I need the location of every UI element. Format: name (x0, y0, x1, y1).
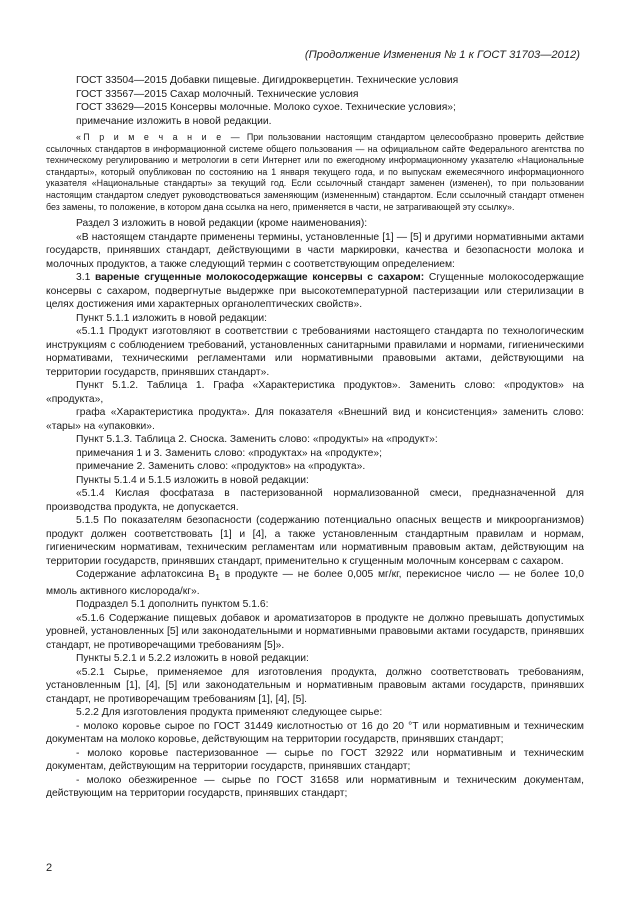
subscript: 1 (215, 572, 221, 583)
aflatoxin-paragraph (46, 568, 584, 598)
paragraph: примечания 1 и 3. Заменить слово: «продуктах» на «продукте»; (76, 447, 382, 459)
paragraph: Пункты 5.2.1 и 5.2.2 изложить в новой редакции: (76, 653, 309, 665)
paragraph: примечание 2. Заменить слово: «продуктов» на «продукта». (76, 461, 366, 473)
list-item: - молоко обезжиренное — сырье по ГОСТ 31658 или нормативным и техническим документам, действующим на территории государств, принявших стандарт; (46, 774, 584, 800)
reference-line: ГОСТ 33504—2015 Добавки пищевые. Дигидрокверцетин. Технические условия (76, 75, 459, 86)
paragraph: Пункт 5.1.3. Таблица 2. Сноска. Заменить слово: «продукты» на «продукт»: (76, 434, 438, 446)
paragraph: 5.1.5 По показателям безопасности (содержанию потенциально опасных веществ и микроорганизмов) продукт должен соответствовать [1] и [4], а также установленным стандартным правилам и нормам, гигиеническим нормативам, техническим регламентам или нормативным правовым актам, действующим на территории государств, принявших стандарт, применительно к сгущенным молочным консервам с сахаром. (46, 515, 584, 567)
paragraph: Раздел 3 изложить в новой редакции (кроме наименования): (76, 218, 368, 230)
note-text: При пользовании настоящим стандартом целесообразно проверить действие ссылочных стандартов в информационной системе общего пользования — на официальном сайте Федерального агентства по техническому регулированию и метрологии в сети Интернет или по ежегодному информационному указателю «Национальные стандарты», который опубликован по состоянию на 1 января текущего года, и по выпускам ежемесячного информационного указателя «Национальные стандарты» за текущий год. Если ссылочный стандарт заменен (изменен), то при пользовании настоящим стандартом следует руководствоваться заменяющим (измененным) стандартом. Если ссылочный стандарт отменен без замены, то положение, в котором дана ссылка на него, применяется в части, не затрагивающей эту ссылку». (46, 132, 584, 212)
list-item: - молоко коровье сырое по ГОСТ 31449 кислотностью от 16 до 20 °Т или нормативным и техническим документам на молоко коровье, действующим на территории государств, принявших стандарт; (46, 720, 584, 746)
note-label: «П р и м е ч а н и е — (76, 132, 242, 142)
reference-line: ГОСТ 33629—2015 Консервы молочные. Молоко сухое. Технические условия»; (76, 102, 456, 113)
term-number: 3.1 (76, 272, 95, 284)
list-item: - молоко коровье пастеризованное — сырье по ГОСТ 32922 или нормативным и техническим документам, действующим на территории государств, принявших стандарт; (46, 747, 584, 773)
reference-line: примечание изложить в новой редакции. (76, 115, 272, 127)
paragraph-text: в продукте — не более 0,005 мг/кг, перекисное число — не более 10,0 ммоль активного кислорода/кг». (46, 569, 584, 597)
paragraph: Пункты 5.1.4 и 5.1.5 изложить в новой редакции: (76, 474, 309, 486)
paragraph: Пункт 5.1.2. Таблица 1. Графа «Характеристика продуктов». Заменить слово: «продуктов» на «продукта», (46, 380, 584, 405)
paragraph: графа «Характеристика продукта». Для показателя «Внешний вид и консистенция» заменить слово: «тары» на «упаковки». (46, 407, 584, 432)
note-paragraph (46, 132, 584, 213)
term-paragraph (46, 271, 584, 312)
paragraph: 5.2.2 Для изготовления продукта применяют следующее сырье: (76, 707, 383, 719)
paragraph: «В настоящем стандарте применены термины, установленные [1] — [5] и другими нормативными актами государств, принявших стандарт, действующими в части маркировки, качества и безопасности молока и молочных продуктов, а также следующий термин с соответствующим определением: (46, 231, 584, 270)
paragraph-text: Содержание афлатоксина B (76, 569, 216, 581)
paragraph: «5.1.6 Содержание пищевых добавок и ароматизаторов в продукте не должно превышать допустимых уровней, установленных [5] или законодательными и нормативными правовыми актами государств, принявших стандарт, не противоречащими требованиям [5]». (46, 612, 584, 651)
paragraph: Пункт 5.1.1 изложить в новой редакции: (76, 312, 268, 324)
page-number: 2 (46, 862, 53, 874)
term-name: вареные сгущенные молокосодержащие консервы с сахаром: (94, 272, 425, 284)
paragraph: Подраздел 5.1 дополнить пунктом 5.1.6: (76, 599, 269, 611)
term-definition: Сгущенные молокосодержащие консервы с сахаром, подвергнутые выдержке при высокотемпературной пастеризации или стерилизации в целях достижения ими характерных органолептических свойств». (46, 272, 584, 311)
paragraph: «5.1.1 Продукт изготовляют в соответствии с требованиями настоящего стандарта по технологическим инструкциям с соблюдением требований, установленных санитарными правилами и нормами, гигиеническими нормативами, техническими регламентами или нормативными правовыми актами, действующими на территории государств, принявших стандарт». (46, 326, 584, 378)
reference-line: ГОСТ 33567—2015 Сахар молочный. Технические условия (76, 88, 359, 100)
paragraph: «5.1.4 Кислая фосфатаза в пастеризованной нормализованной смеси, предназначенной для производства продукта, не допускается. (46, 488, 584, 513)
document-body (46, 74, 584, 801)
paragraph: «5.2.1 Сырье, применяемое для изготовления продукта, должно соответствовать требованиям, установленным [1], [4], [5] или законодательным и нормативным правовым актами государств, принявших стандарт, не противоречащим требованиям [1], [4], [5]. (46, 666, 584, 705)
page-header: (Продолжение Изменения № 1 к ГОСТ 31703—2012) (304, 49, 580, 61)
